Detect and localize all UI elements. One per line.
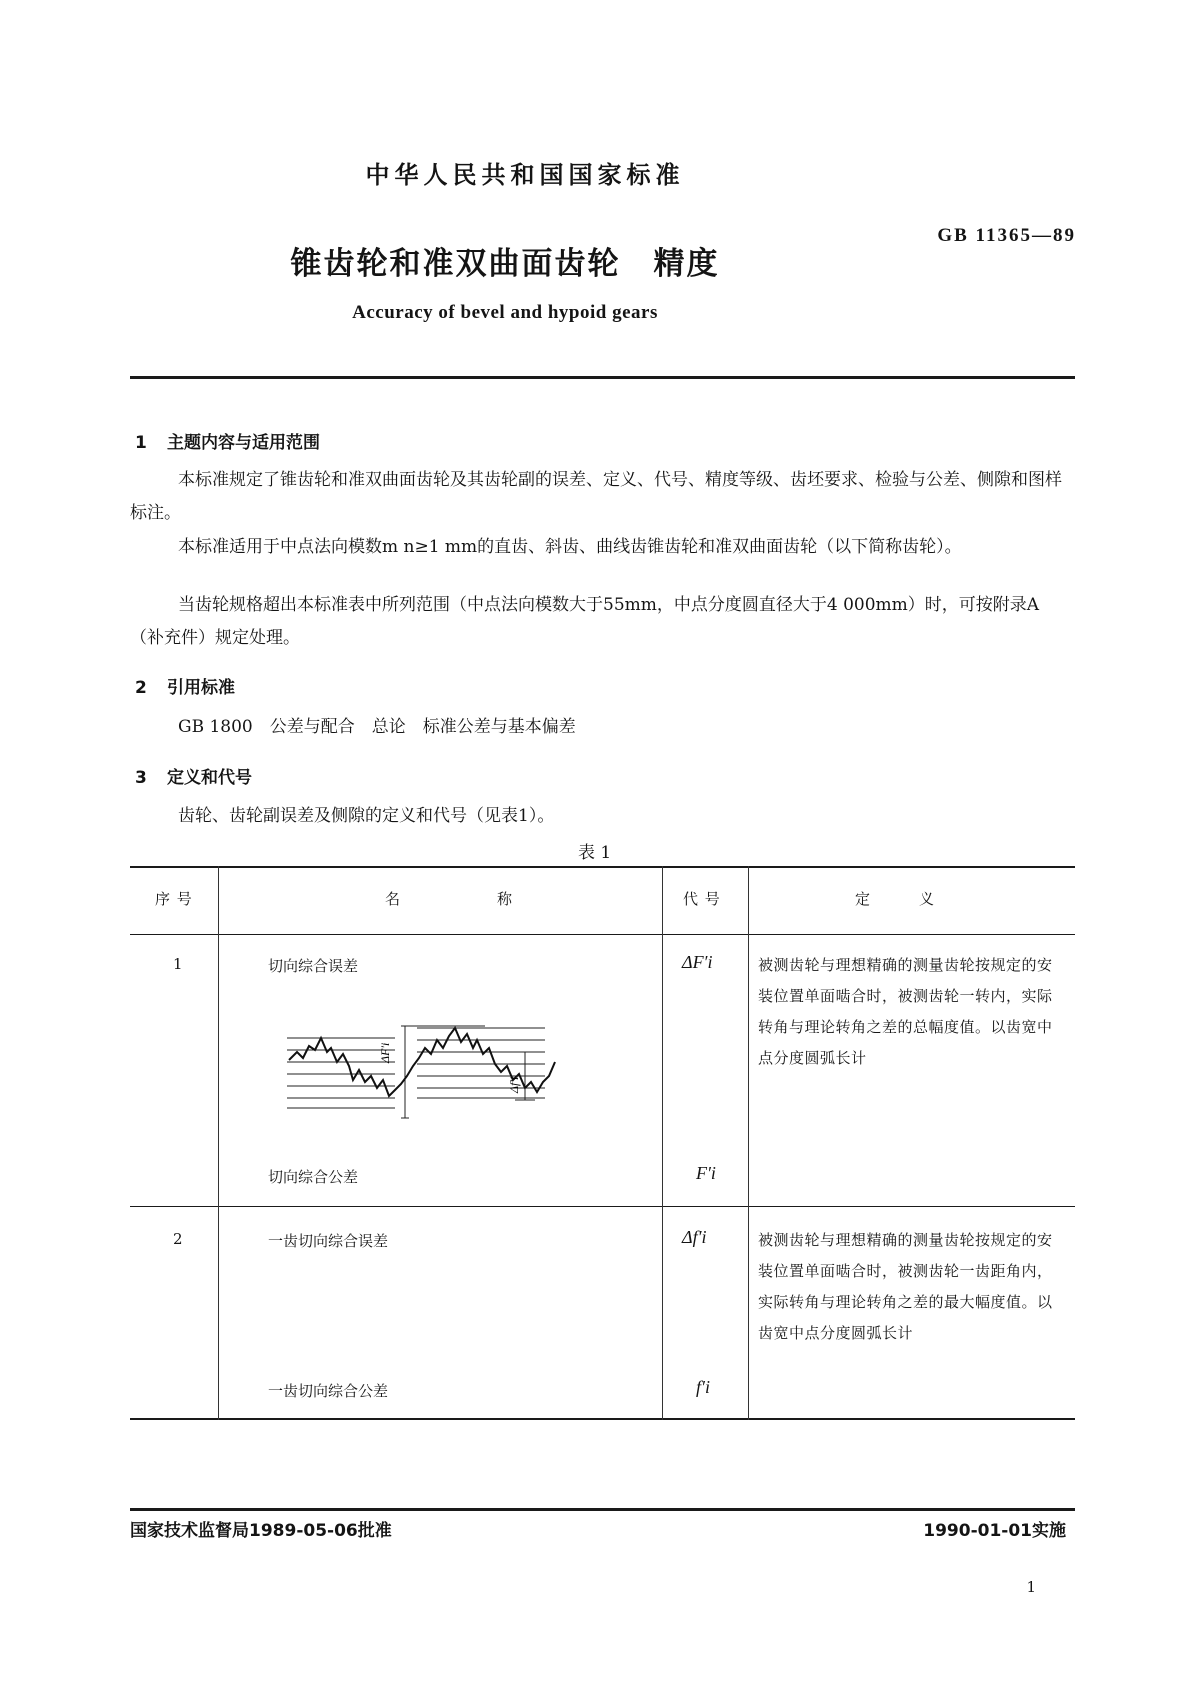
section-heading-1 [135, 428, 320, 453]
paragraph [130, 531, 1070, 564]
paragraph-text: 齿轮、齿轮副误差及侧隙的定义和代号（见表1）。 [178, 806, 555, 826]
paragraph-text: 当齿轮规格超出本标准表中所列范围（中点法向模数大于55mm，中点分度圆直径大于4 000mm）时，可按附录A（补充件）规定处理。 [130, 595, 1040, 648]
section-heading-2 [135, 673, 235, 698]
section-heading-3 [135, 763, 252, 788]
table-header-definition: 定 义 [855, 890, 936, 908]
name-error: 一齿切向综合误差 [268, 1232, 389, 1250]
paragraph [130, 464, 1070, 530]
definition: 被测齿轮与理想精确的测量齿轮按规定的安装位置单面啮合时，被测齿轮一齿距角内，实际转角与理论转角之差的最大幅度值。以齿宽中点分度圆弧长计 [758, 1231, 1053, 1342]
section-number: 1 [135, 433, 147, 453]
figure-label-total: ΔF′i [378, 1042, 392, 1063]
paragraph-text: 本标准适用于中点法向模数m n≥1 mm的直齿、斜齿、曲线齿锥齿轮和准双曲面齿轮（以下简称齿轮）。 [178, 537, 962, 557]
table-caption: 表 1 [578, 843, 612, 863]
standard-organization: 中华人民共和国国家标准 [365, 161, 685, 189]
paragraph [130, 800, 1070, 833]
paragraph-text: 本标准规定了锥齿轮和准双曲面齿轮及其齿轮副的误差、定义、代号、精度等级、齿坯要求、检验与公差、侧隙和图样标注。 [130, 470, 1062, 523]
section-title: 引用标准 [167, 678, 235, 698]
document-title-english: Accuracy of bevel and hypoid gears [352, 302, 658, 323]
footer-rule [130, 1508, 1075, 1511]
header-rule [130, 376, 1075, 379]
table-bottom-rule [130, 1418, 1075, 1420]
page-number: 1 [1026, 1578, 1036, 1596]
table-header-code: 代 号 [683, 890, 721, 908]
table-header-no: 序 号 [155, 890, 193, 908]
table-header-name: 名 称 [385, 890, 514, 908]
section-title: 定义和代号 [167, 768, 252, 788]
paragraph [130, 711, 1070, 744]
section-title: 主题内容与适用范围 [167, 433, 320, 453]
definition: 被测齿轮与理想精确的测量齿轮按规定的安装位置单面啮合时，被测齿轮一转内，实际转角与理论转角之差的总幅度值。以齿宽中点分度圆弧长计 [758, 956, 1053, 1067]
paragraph-text: GB 1800 公差与配合 总论 标准公差与基本偏差 [178, 717, 576, 737]
code-tolerance: F′i [696, 1163, 716, 1183]
row-number: 1 [173, 955, 183, 973]
standard-code: GB 11365—89 [937, 225, 1076, 246]
name-tolerance: 一齿切向综合公差 [268, 1382, 389, 1400]
name-tolerance: 切向综合公差 [268, 1168, 359, 1186]
table-header-rule [130, 934, 1075, 935]
table-column-rule [748, 866, 749, 1420]
code-error: Δf′i [682, 1227, 707, 1247]
effective-date: 1990-01-01实施 [923, 1521, 1066, 1541]
figure-label-single: Δf′i [507, 1076, 521, 1093]
code-error: ΔF′i [682, 952, 713, 972]
code-tolerance: f′i [696, 1377, 710, 1397]
approval-date: 国家技术监督局1989-05-06批准 [130, 1521, 392, 1541]
table-column-rule [218, 866, 219, 1420]
table-column-rule [662, 866, 663, 1420]
tangential-composite-error-figure [285, 1018, 615, 1123]
table-row-rule [130, 1206, 1075, 1207]
paragraph [130, 589, 1070, 655]
name-error: 切向综合误差 [268, 957, 359, 975]
document-title: 锥齿轮和准双曲面齿轮 精度 [290, 246, 720, 282]
section-number: 3 [135, 768, 147, 788]
table-top-rule [130, 866, 1075, 868]
row-number: 2 [173, 1230, 183, 1248]
section-number: 2 [135, 678, 147, 698]
